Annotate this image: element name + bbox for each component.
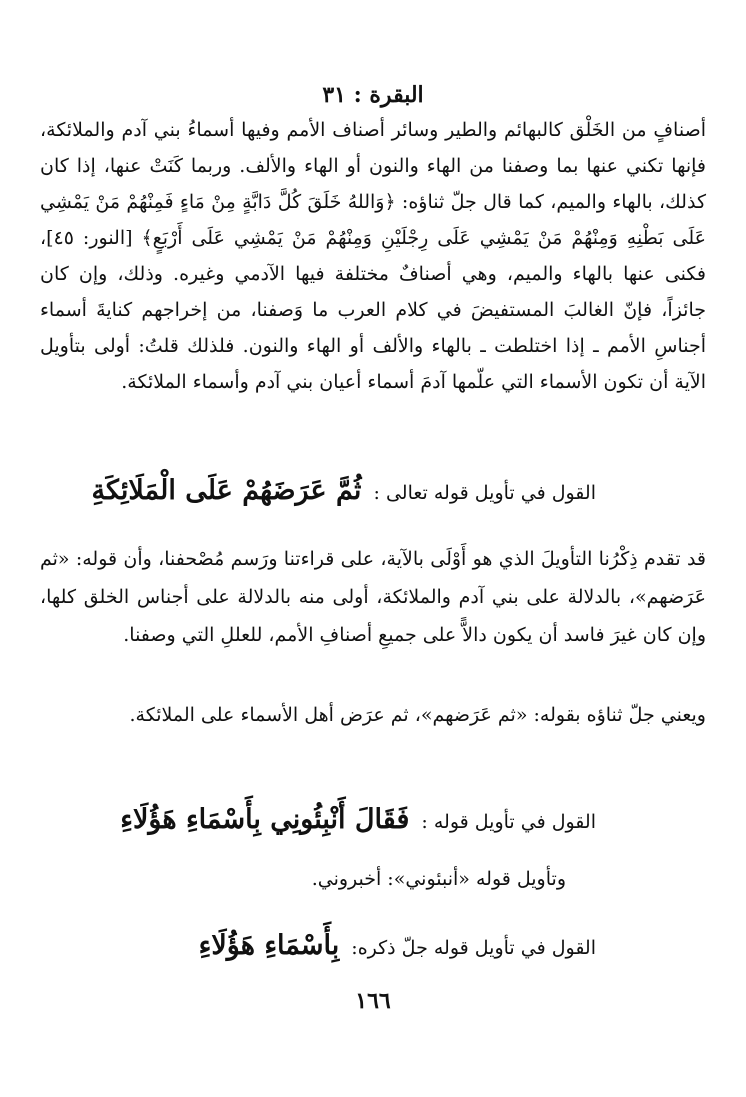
running-header: البقرة : ٣١ [322, 82, 424, 108]
heading-1-quran: ثُمَّ عَرَضَهُمْ عَلَى الْمَلَائِكَةِ [91, 475, 362, 506]
paragraph-2: قد تقدم ذِكْرُنا التأويلَ الذي هو أَوْلَى بالآية، على قراءتنا ورَسم مُصْحفنا، وأن قوله: «ثم عَرَضهم»، بالدلالة على بني آدم والملائكة، أولى منه بالدلالة على أجناس الخلق كلها، وإن كان غيرَ فاسد أن يكون دالاًّ على جميعِ أصنافِ الأمم، للعللِ التي وصفنا. [40, 548, 706, 646]
section-heading-1 [40, 475, 706, 506]
heading-2-quran: فَقَالَ أَنْبِئُونِي بِأَسْمَاءِ هَؤُلَاءِ [120, 804, 410, 835]
heading-3-quran: بِأَسْمَاءِ هَؤُلَاءِ [198, 930, 340, 961]
paragraph-3: ويعني جلّ ثناؤه بقوله: «ثم عَرَضهم»، ثم عرَض أهل الأسماء على الملائكة. [129, 704, 706, 726]
page-number: ١٦٦ [355, 988, 391, 1014]
section-heading-2 [40, 804, 706, 835]
heading-3-prefix: القول في تأويل قوله جلّ ذكره: [351, 937, 596, 959]
paragraph-1: أصنافٍ من الخَلْق كالبهائم والطير وسائر أصناف الأمم وفيها أسماءُ بني آدم والملائكة، فإنها تكني عنها بما وصفنا من الهاء والنون أو الهاء والألف. وربما كَنَتْ عنها، إذا كان كذلك، بالهاء والميم، كما قال جلّ ثناؤه: ﴿وَاللهُ خَلَقَ كُلَّ دَابَّةٍ مِنْ مَاءٍ فَمِنْهُمْ مَنْ يَمْشِي عَلَى بَطْنِهِ وَمِنْهُمْ مَنْ يَمْشِي عَلَى رِجْلَيْنِ وَمِنْهُمْ مَنْ يَمْشِي عَلَى أَرْبَعٍ﴾ [النور: ٤٥]، فكنى عنها بالهاء والميم، وهي أصنافٌ مختلفة فيها الآدمي وغيره. وذلك، وإن كان جائزاً، فإنّ الغالبَ المستفيضَ في كلام العرب ما وَصفنا، من إخراجهم كنايةَ أسماء أجناسِ الأمم ـ إذا اختلطت ـ بالهاء والألف أو الهاء والنون. فلذلك قلتُ: أولى بتأويل الآية أن تكون الأسماء التي علّمها آدمَ أسماء أعيان بني آدم وأسماء الملائكة. [40, 119, 706, 393]
heading-2-prefix: القول في تأويل قوله : [421, 811, 596, 833]
note-line: وتأويل قوله «أنبئوني»: أخبروني. [311, 868, 566, 890]
book-page [40, 0, 706, 1097]
heading-1-prefix: القول في تأويل قوله تعالى : [373, 482, 596, 504]
section-heading-3 [40, 930, 706, 961]
